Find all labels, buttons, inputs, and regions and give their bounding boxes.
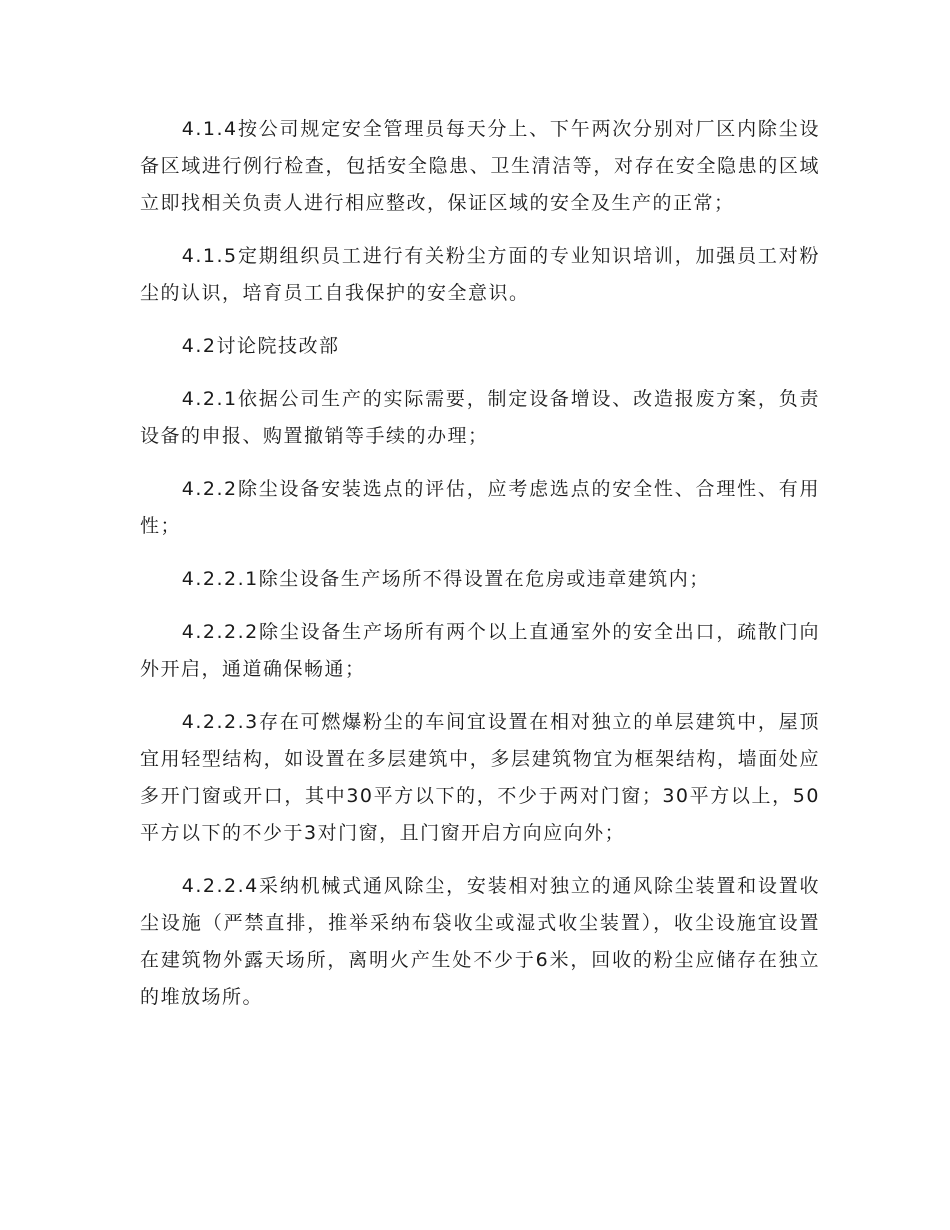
paragraph-4-2-2: 4.2.2除尘设备安装选点的评估，应考虑选点的安全性、合理性、有用性；: [140, 478, 820, 537]
paragraph-4-2-2-2: 4.2.2.2除尘设备生产场所有两个以上直通室外的安全出口，疏散门向外开启，通道确保畅通；: [140, 621, 820, 680]
paragraph-4-2-1: 4.2.1依据公司生产的实际需要，制定设备增设、改造报废方案，负责设备的申报、购置撤销等手续的办理；: [140, 388, 820, 447]
paragraph-4-1-5: 4.1.5定期组织员工进行有关粉尘方面的专业知识培训，加强员工对粉尘的认识，培育员工自我保护的安全意识。: [140, 245, 820, 304]
paragraph-4-2-2-4: 4.2.2.4采纳机械式通风除尘，安装相对独立的通风除尘装置和设置收尘设施（严禁直排，推举采纳布袋收尘或湿式收尘装置），收尘设施宜设置在建筑物外露天场所，离明火产生处不少于6米，回收的粉尘应储存在独立的堆放场所。: [140, 875, 820, 1008]
paragraph-4-2-2-3: 4.2.2.3存在可燃爆粉尘的车间宜设置在相对独立的单层建筑中，屋顶宜用轻型结构，如设置在多层建筑中，多层建筑物宜为框架结构，墙面处应多开门窗或开口，其中30平方以下的，不少于两对门窗；30平方以上，50平方以下的不少于3对门窗，且门窗开启方向应向外；: [140, 711, 820, 844]
paragraph-4-1-4: 4.1.4按公司规定安全管理员每天分上、下午两次分别对厂区内除尘设备区域进行例行检查，包括安全隐患、卫生清洁等，对存在安全隐患的区域立即找相关负责人进行相应整改，保证区域的安全及生产的正常；: [140, 118, 820, 214]
document-body: [140, 111, 820, 1032]
paragraph-4-2-2-1: 4.2.2.1除尘设备生产场所不得设置在危房或违章建筑内；: [181, 568, 710, 590]
section-heading-4-2: 4.2讨论院技改部: [181, 335, 340, 357]
